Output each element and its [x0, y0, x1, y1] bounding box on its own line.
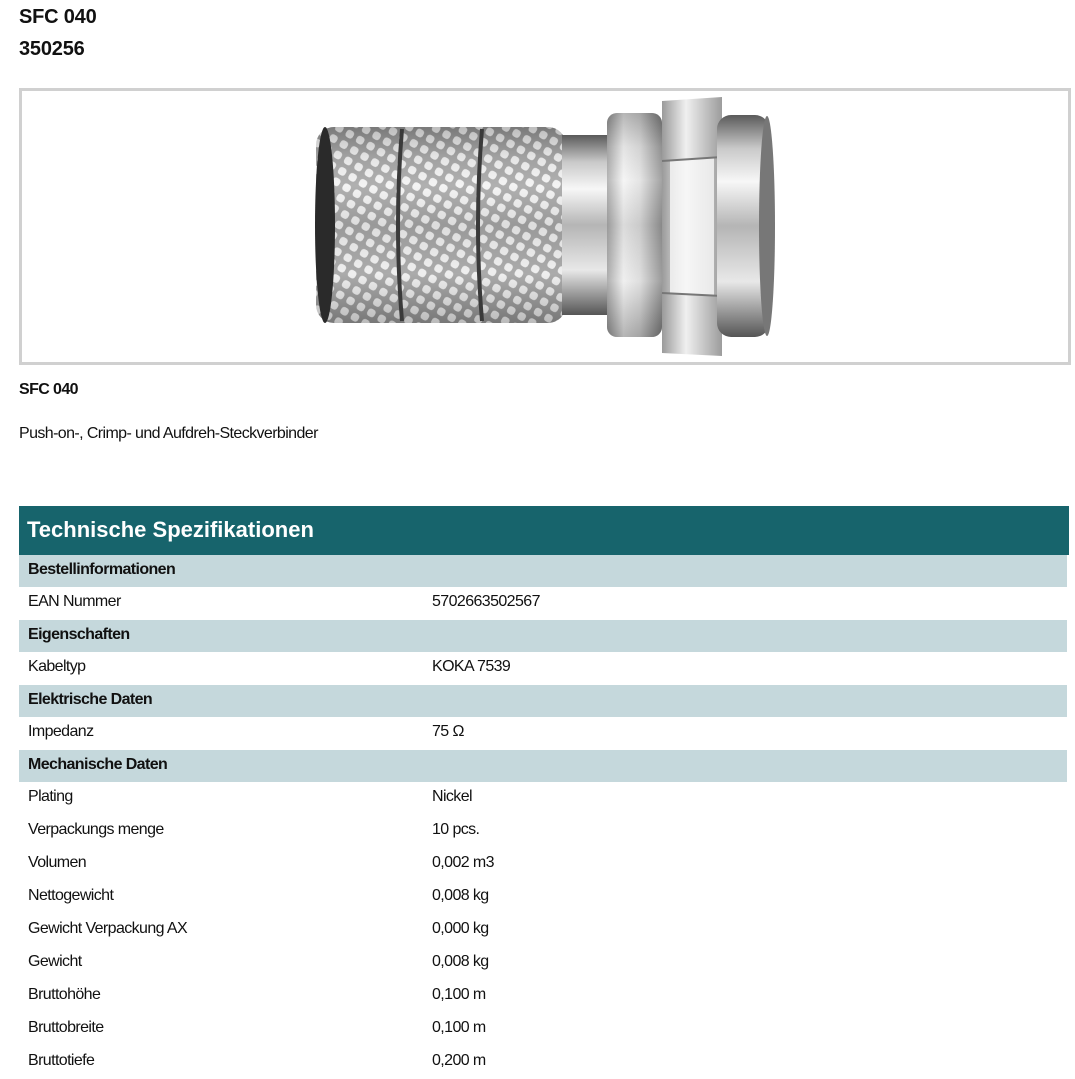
spec-row — [19, 587, 1067, 620]
spec-value: 0,100 m — [432, 986, 486, 1003]
spec-label: EAN Nummer — [28, 593, 121, 610]
spec-row — [19, 881, 1067, 914]
spec-label: Verpackungs menge — [28, 821, 164, 838]
spec-label: Gewicht Verpackung AX — [28, 920, 188, 937]
section-header — [19, 555, 1067, 587]
spec-value: 10 pcs. — [432, 821, 480, 838]
product-number-title: 350256 — [19, 38, 85, 60]
spec-label: Gewicht — [28, 953, 82, 970]
spec-label: Bruttohöhe — [28, 986, 101, 1003]
spec-row — [19, 717, 1067, 750]
spec-value: 0,008 kg — [432, 887, 489, 904]
specs-table — [19, 555, 1067, 1079]
spec-label: Kabeltyp — [28, 658, 86, 675]
spec-value: 0,008 kg — [432, 953, 489, 970]
spec-row — [19, 947, 1067, 980]
spec-value: 5702663502567 — [432, 593, 540, 610]
product-code-title: SFC 040 — [19, 6, 97, 28]
spec-value: 75 Ω — [432, 723, 464, 740]
product-image-frame — [19, 88, 1071, 365]
spec-label: Nettogewicht — [28, 887, 114, 904]
section-title: Eigenschaften — [28, 626, 130, 643]
spec-value: KOKA 7539 — [432, 658, 511, 675]
spec-value: 0,002 m3 — [432, 854, 494, 871]
section-title: Bestellinformationen — [28, 561, 176, 578]
spec-value: 0,200 m — [432, 1052, 486, 1069]
spec-value: Nickel — [432, 788, 472, 805]
spec-label: Volumen — [28, 854, 87, 871]
spec-row — [19, 1046, 1067, 1079]
section-header — [19, 620, 1067, 652]
f-connector-product-photo — [22, 91, 1068, 362]
spec-label: Bruttobreite — [28, 1019, 104, 1036]
section-title: Mechanische Daten — [28, 756, 168, 773]
spec-value: 0,000 kg — [432, 920, 489, 937]
spec-row — [19, 782, 1067, 815]
spec-row — [19, 1013, 1067, 1046]
section-title: Elektrische Daten — [28, 691, 153, 708]
spec-row — [19, 848, 1067, 881]
spec-row — [19, 980, 1067, 1013]
section-header — [19, 685, 1067, 717]
specs-title-bar — [19, 506, 1069, 555]
section-header — [19, 750, 1067, 782]
spec-label: Bruttotiefe — [28, 1052, 95, 1069]
specs-title: Technische Spezifikationen — [27, 517, 314, 542]
spec-row — [19, 914, 1067, 947]
spec-row — [19, 815, 1067, 848]
product-name: SFC 040 — [19, 381, 78, 398]
product-description: Push-on-, Crimp- und Aufdreh-Steckverbinder — [19, 425, 318, 442]
spec-label: Impedanz — [28, 723, 94, 740]
spec-label: Plating — [28, 788, 73, 805]
spec-value: 0,100 m — [432, 1019, 486, 1036]
spec-row — [19, 652, 1067, 685]
